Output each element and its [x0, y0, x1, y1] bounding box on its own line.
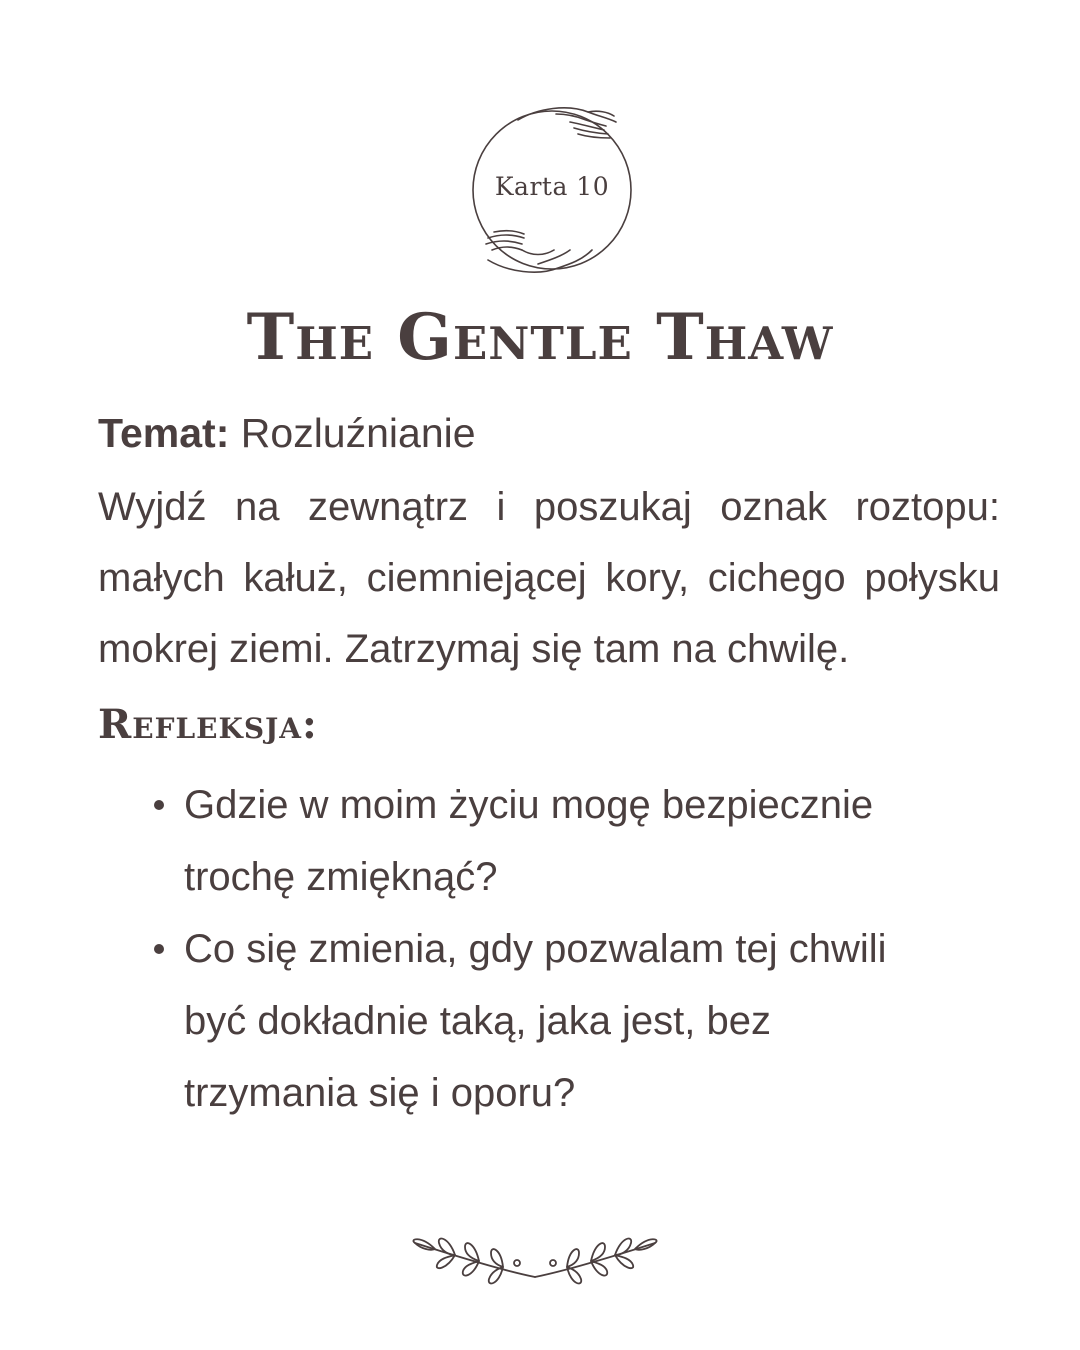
bullet-icon: [154, 800, 164, 810]
intro-paragraph: Wyjdź na zewnątrz i poszukaj oznak roztopu: małych kałuż, ciemniejącej kory, cichego połysku mokrej ziemi. Zatrzymaj się tam na chwilę.: [98, 485, 1000, 671]
list-item: [144, 913, 944, 1129]
card-content: [98, 402, 1000, 1129]
question-text: Co się zmienia, gdy pozwalam tej chwili być dokładnie taką, jaka jest, bez trzymania się i oporu?: [184, 927, 887, 1115]
card-title: The Gentle Thaw: [246, 300, 834, 375]
list-item: [144, 769, 944, 913]
theme-label: Temat:: [98, 410, 230, 456]
theme-value: Rozluźnianie: [240, 410, 476, 456]
card-number-label: Karta 10: [494, 172, 610, 201]
bullet-icon: [154, 944, 164, 954]
theme-line: [98, 402, 1000, 464]
laurel-branches-icon: [405, 1215, 665, 1305]
reflection-questions-list: [98, 769, 1000, 1129]
reflection-heading: Refleksja:: [98, 701, 318, 748]
question-text: Gdzie w moim życiu mogę bezpiecznie trochę zmięknąć?: [184, 783, 874, 899]
